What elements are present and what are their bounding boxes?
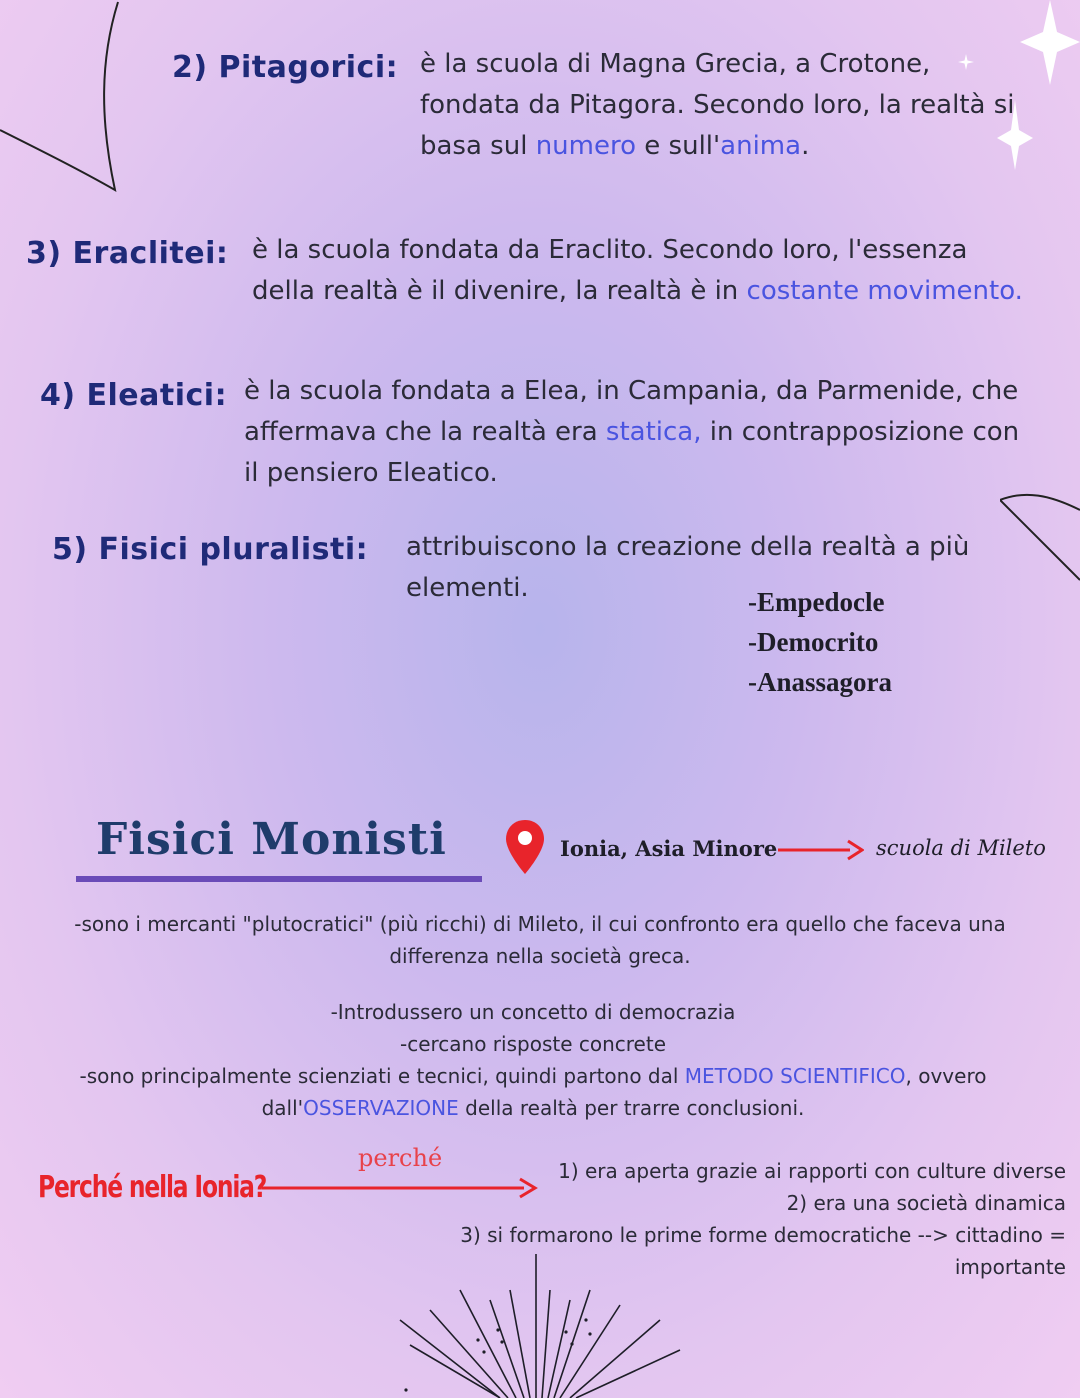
angle-doodle-right (1000, 480, 1080, 590)
location-text: Ionia, Asia Minore (560, 836, 778, 861)
curve-doodle-top-left (0, 0, 140, 200)
keyword-statica: statica, (605, 417, 702, 447)
title-underline (76, 876, 482, 882)
keyword-anima: anima (720, 131, 802, 161)
keyword-costante-movimento: costante movimento. (746, 276, 1023, 306)
list-item: 3) si formarono le prime forme democratiche --> cittadino = (460, 1223, 1066, 1247)
keyword-osservazione: OSSERVAZIONE (303, 1096, 459, 1120)
arrow-right-icon (778, 838, 864, 862)
list-item: -Anassagora (748, 667, 893, 697)
list-item: 1) era aperta grazie ai rapporti con culture diverse (558, 1159, 1066, 1183)
text-fisici-pluralisti: attribuiscono la creazione della realtà a più elementi. (406, 532, 970, 603)
keyword-numero: numero (535, 131, 637, 161)
question-perche-ionia: Perché nella Ionia? (38, 1170, 267, 1205)
heading-eraclitei: 3) Eraclitei: (26, 236, 229, 271)
text-eleatici: è la scuola fondata a Elea, in Campania, da Parmenide, che affermava che la realtà era statica, in contrapposizione con il pensiero Eleatico. (244, 376, 1020, 488)
monisti-paragraph-1: -sono i mercanti "plutocratici" (più ricchi) di Mileto, il cui confronto era quello che faceva una differenza nella società greca. (74, 912, 1006, 968)
sunburst-doodle (390, 1250, 690, 1398)
list-item: -Empedocle (748, 587, 885, 617)
list-item: -Democrito (748, 627, 879, 657)
arrow-label-perche: perché (358, 1144, 443, 1172)
pluralisti-list (748, 582, 892, 702)
heading-eleatici: 4) Eleatici: (40, 378, 228, 413)
location-pin-icon (504, 818, 546, 876)
heading-pitagorici: 2) Pitagorici: (172, 50, 399, 85)
heading-fisici-pluralisti: 5) Fisici pluralisti: (52, 532, 369, 567)
text-eraclitei: è la scuola fondata da Eraclito. Secondo loro, l'essenza della realtà è il divenire, la realtà è in costante movimento. (252, 235, 1023, 306)
monisti-paragraph-2: -Introdussero un concetto di democrazia -cercano risposte concrete -sono principalmente scienziati e tecnici, quindi partono dal METODO SCIENTIFICO, ovvero dall'OSSERVAZIONE della realtà per trarre conclusioni. (79, 1000, 987, 1120)
list-item: 2) era una società dinamica (786, 1191, 1066, 1215)
keyword-metodo-scientifico: METODO SCIENTIFICO (684, 1064, 906, 1088)
text-pitagorici: è la scuola di Magna Grecia, a Crotone, fondata da Pitagora. Secondo loro, la realtà si basa sul numero e sull'anima. (420, 49, 1015, 161)
section-title-fisici-monisti: Fisici Monisti (96, 814, 447, 865)
list-item: importante (954, 1255, 1066, 1279)
school-text: scuola di Mileto (876, 836, 1046, 860)
